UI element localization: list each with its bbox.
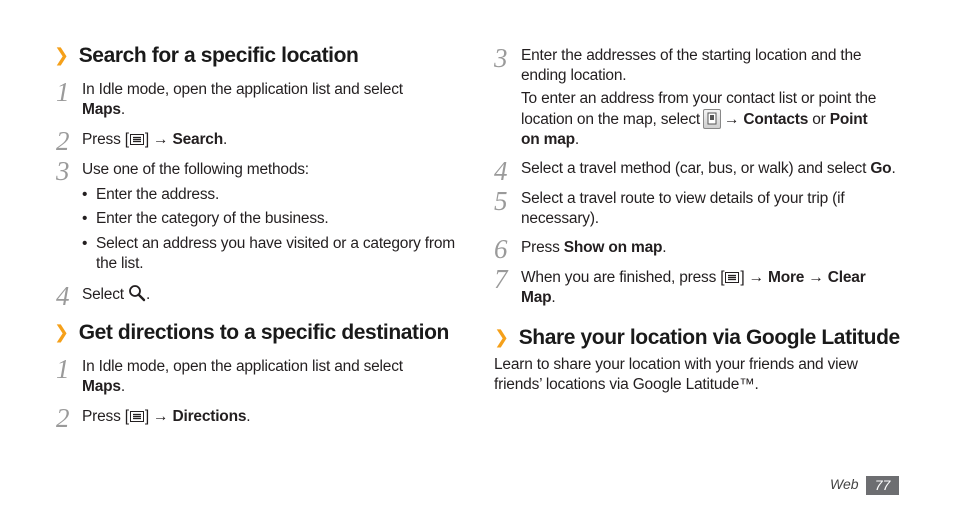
step-number: 1 — [56, 354, 70, 384]
step-number: 1 — [56, 77, 70, 107]
chevron-icon: ❯ — [54, 45, 69, 65]
step-text: In Idle mode, open the application list and select Maps. — [82, 358, 403, 395]
step-number: 7 — [494, 264, 508, 294]
menu-key-icon — [130, 411, 144, 422]
section-heading-directions — [54, 321, 449, 345]
step-number: 3 — [494, 43, 508, 73]
step-subtext: To enter an address from your contact list or point the location on the map, select → Contacts or Point on map. — [521, 90, 877, 148]
chevron-icon: ❯ — [54, 322, 69, 342]
step-number: 3 — [56, 156, 70, 186]
search-icon — [128, 284, 146, 302]
step-text: In Idle mode, open the application list and select Maps. — [82, 81, 403, 118]
menu-key-icon — [130, 134, 144, 145]
step-number: 6 — [494, 234, 508, 264]
contacts-icon — [703, 109, 721, 129]
step-number: 5 — [494, 186, 508, 216]
step-number: 2 — [56, 403, 70, 433]
section-title: Search for a specific location — [78, 44, 359, 67]
step-text: Select a travel route to view details of your trip (if necessary). — [521, 190, 845, 227]
section-body: Learn to share your location with your friends and view friends’ locations via Google Latitude™. — [494, 356, 858, 393]
menu-key-icon — [725, 272, 739, 283]
step-text: Select a travel method (car, bus, or walk) and select Go. — [521, 160, 896, 177]
section-heading-latitude — [494, 326, 900, 350]
step-text: Press [ ] → Directions. — [82, 408, 251, 425]
page-number-badge: 77 — [866, 476, 899, 495]
chevron-icon: ❯ — [494, 327, 509, 347]
section-heading-search — [54, 44, 358, 68]
step-number: 4 — [494, 156, 508, 186]
step-text: Enter the addresses of the starting location and the ending location. — [521, 47, 862, 84]
footer-section-label: Web — [830, 476, 859, 492]
section-title: Share your location via Google Latitude — [518, 326, 900, 349]
section-title: Get directions to a specific destination — [78, 321, 449, 344]
step-text: When you are finished, press [ ] → More → Clear Map. — [521, 269, 866, 306]
step-number: 4 — [56, 281, 70, 311]
step-text: Use one of the following methods: — [82, 161, 309, 178]
step-text: Press Show on map. — [521, 239, 667, 256]
step-number: 2 — [56, 126, 70, 156]
step-text: Select . — [82, 286, 151, 303]
step-text: Press [ ] → Search. — [82, 131, 228, 148]
